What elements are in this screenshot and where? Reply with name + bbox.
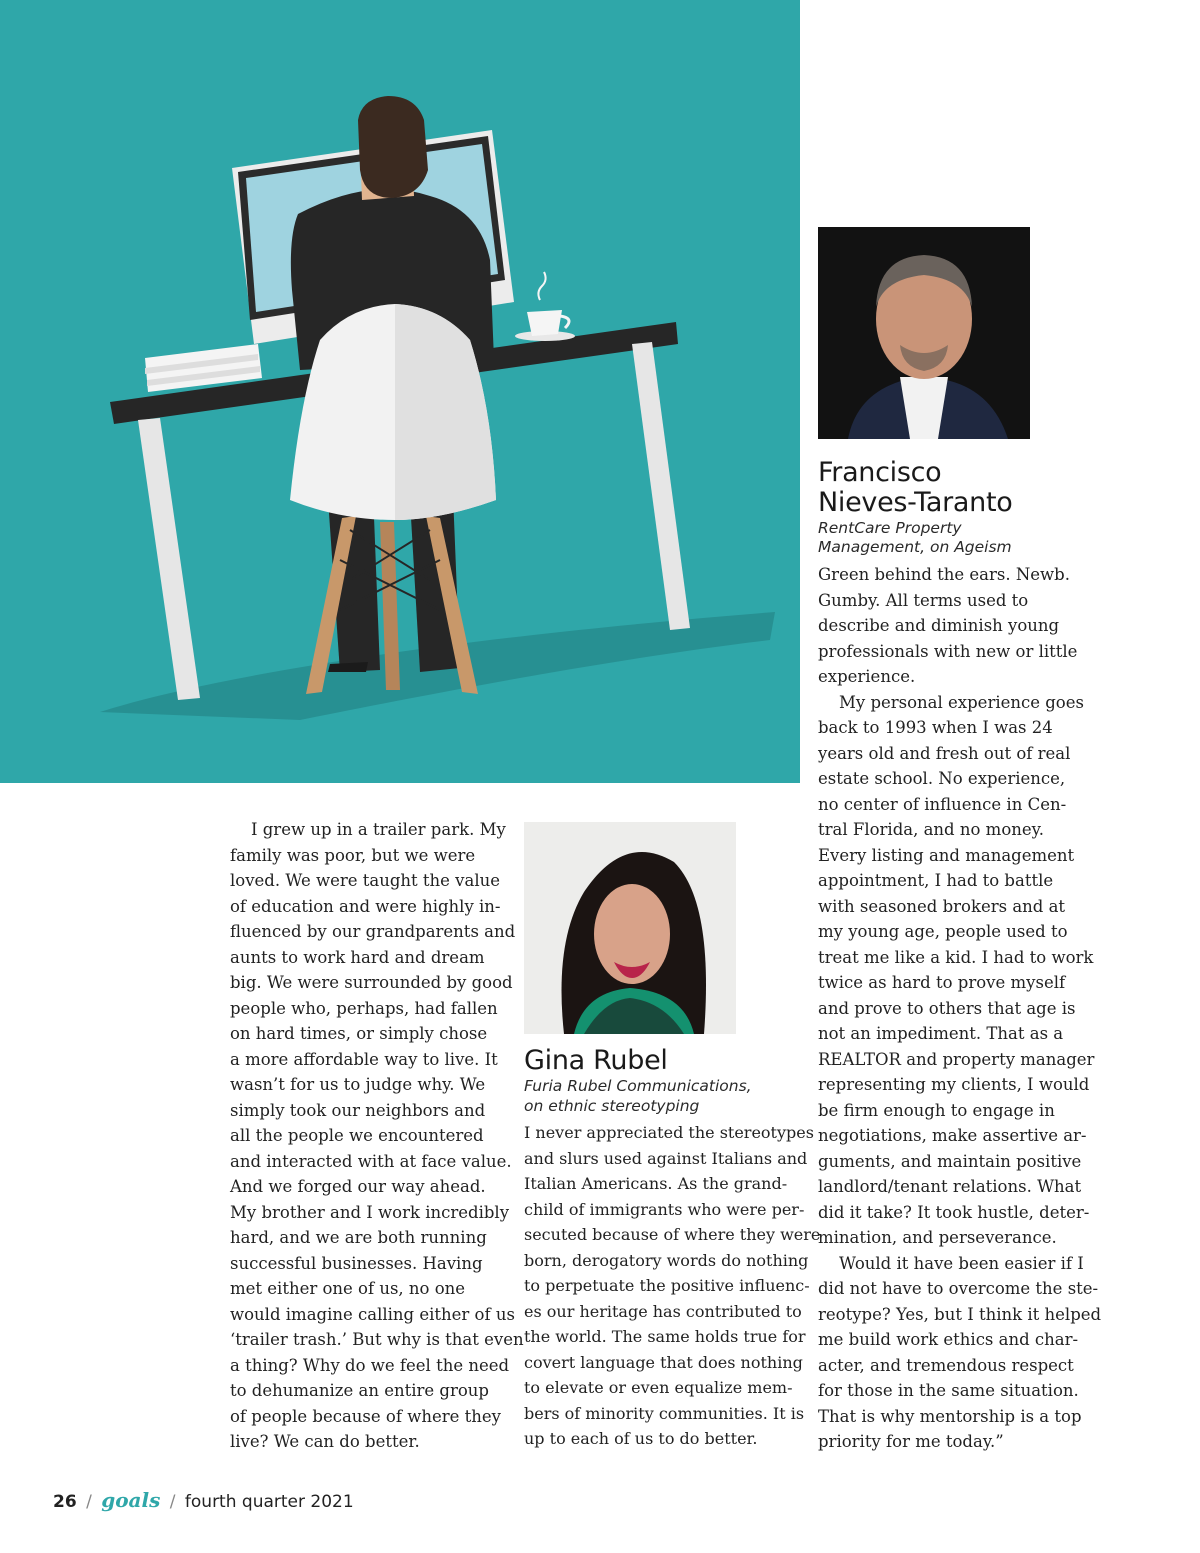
text-line: to elevate or even equalize mem- <box>524 1378 793 1397</box>
text-line: aunts to work hard and dream <box>230 947 485 967</box>
text-line: years old and fresh out of real <box>818 743 1071 763</box>
gina-name: Gina Rubel <box>524 1045 668 1076</box>
text-line: fluenced by our grandparents and <box>230 922 516 941</box>
gina-quote-column <box>524 1120 821 1452</box>
text-line: Italian Americans. As the grand- <box>524 1174 788 1193</box>
text-line: Every listing and management <box>818 845 1075 865</box>
text-line: And we forged our way ahead. <box>230 1177 486 1196</box>
text-line: to perpetuate the positive influenc- <box>524 1276 810 1295</box>
text-line: big. We were surrounded by good <box>230 973 513 992</box>
text-line: representing my clients, I would <box>818 1075 1090 1094</box>
text-line: secuted because of where they were <box>524 1225 821 1244</box>
text-line: guments, and maintain positive <box>818 1151 1082 1171</box>
text-line: and interacted with at face value. <box>230 1151 512 1171</box>
francisco-affiliation-line2: Management, on Ageism <box>818 538 1012 556</box>
text-line: hard, and we are both running <box>230 1228 487 1247</box>
left-story-column <box>230 817 524 1455</box>
chair-icon <box>290 304 496 694</box>
francisco-quote-column <box>818 562 1108 1455</box>
text-line: Gumby. All terms used to <box>818 590 1029 610</box>
text-line: reotype? Yes, but I think it helped <box>818 1304 1102 1324</box>
photo-francisco-nieves-taranto <box>818 227 1030 439</box>
text-line: child of immigrants who were per- <box>524 1199 805 1219</box>
portrait-woman-icon <box>524 822 736 1034</box>
text-line: born, derogatory words do nothing <box>524 1250 809 1270</box>
text-line: loved. We were taught the value <box>230 871 501 890</box>
text-line: family was poor, but we were <box>230 845 476 865</box>
text-line: tral Florida, and no money. <box>818 820 1045 839</box>
text-line: up to each of us to do better. <box>524 1429 758 1448</box>
magazine-brand: goals <box>101 1488 161 1512</box>
text-line: covert language that does nothing <box>524 1352 803 1372</box>
issue-label: fourth quarter 2021 <box>184 1492 354 1512</box>
text-line: met either one of us, no one <box>230 1279 466 1298</box>
text-line: wasn’t for us to judge why. We <box>230 1075 486 1094</box>
text-line: I grew up in a trailer park. My <box>230 820 506 839</box>
text-line: not an impediment. That as a <box>818 1024 1064 1043</box>
text-line: appointment, I had to battle <box>818 871 1054 890</box>
text-line: no center of influence in Cen- <box>818 794 1067 814</box>
text-line: simply took our neighbors and <box>230 1100 486 1120</box>
text-line: landlord/tenant relations. What <box>818 1177 1082 1196</box>
text-line: live? We can do better. <box>230 1432 420 1451</box>
francisco-affiliation-line1: RentCare Property <box>818 519 962 537</box>
text-line: of people because of where they <box>230 1406 501 1426</box>
text-line: estate school. No experience, <box>818 769 1066 788</box>
text-line: me build work ethics and char- <box>818 1330 1079 1349</box>
text-line: to dehumanize an entire group <box>230 1381 489 1400</box>
text-line: treat me like a kid. I had to work <box>818 947 1094 967</box>
text-line: ‘trailer trash.’ But why is that even <box>230 1330 524 1349</box>
text-line: negotiations, make assertive ar- <box>818 1126 1087 1145</box>
francisco-name-line1: Francisco <box>818 457 942 488</box>
text-line: My personal experience goes <box>818 692 1084 712</box>
text-line: REALTOR and property manager <box>818 1049 1095 1069</box>
text-line: did not have to overcome the ste- <box>818 1279 1099 1298</box>
text-line: would imagine calling either of us <box>230 1304 515 1324</box>
text-line: Would it have been easier if I <box>818 1253 1084 1273</box>
text-line: be firm enough to engage in <box>818 1100 1055 1120</box>
francisco-name-line2: Nieves-Taranto <box>818 487 1013 518</box>
footer-separator-2: / <box>169 1492 176 1512</box>
text-line: and prove to others that age is <box>818 998 1076 1018</box>
text-line: of education and were highly in- <box>230 896 501 916</box>
office-desk-illustration <box>0 0 800 783</box>
coffee-cup-icon <box>515 272 575 341</box>
footer-separator-1: / <box>86 1492 92 1512</box>
text-line: priority for me today.” <box>818 1432 1004 1451</box>
text-line: back to 1993 when I was 24 <box>818 718 1053 737</box>
page-footer <box>53 1488 354 1512</box>
text-line: a thing? Why do we feel the need <box>230 1355 510 1375</box>
text-line: a more affordable way to live. It <box>230 1049 498 1069</box>
text-line: experience. <box>818 667 916 686</box>
text-line: Green behind the ears. Newb. <box>818 565 1070 584</box>
text-line: did it take? It took hustle, deter- <box>818 1202 1090 1222</box>
text-line: mination, and perseverance. <box>818 1228 1057 1247</box>
text-line: on hard times, or simply chose <box>230 1024 488 1043</box>
text-line: and slurs used against Italians and <box>524 1148 808 1168</box>
text-line: people who, perhaps, had fallen <box>230 998 498 1018</box>
text-line: My brother and I work incredibly <box>230 1202 510 1222</box>
gina-affiliation-line1: Furia Rubel Communications, <box>524 1077 752 1095</box>
text-line: acter, and tremendous respect <box>818 1355 1074 1375</box>
page-number: 26 <box>53 1492 77 1512</box>
text-line: es our heritage has contributed to <box>524 1301 802 1321</box>
text-line: successful businesses. Having <box>230 1253 483 1273</box>
text-line: for those in the same situation. <box>818 1381 1079 1400</box>
hero-illustration <box>0 0 800 783</box>
text-line: all the people we encountered <box>230 1126 484 1145</box>
photo-gina-rubel <box>524 822 736 1034</box>
text-line: bers of minority communities. It is <box>524 1403 805 1423</box>
text-line: my young age, people used to <box>818 922 1068 941</box>
text-line: with seasoned brokers and at <box>818 896 1066 916</box>
portrait-man-icon <box>818 227 1030 439</box>
text-line: twice as hard to prove myself <box>818 973 1066 992</box>
gina-affiliation-line2: on ethnic stereotyping <box>524 1097 700 1115</box>
text-line: describe and diminish young <box>818 616 1060 635</box>
text-line: That is why mentorship is a top <box>818 1406 1082 1426</box>
text-line: the world. The same holds true for <box>524 1327 806 1346</box>
text-line: I never appreciated the stereotypes <box>524 1123 814 1142</box>
text-line: professionals with new or little <box>818 641 1078 661</box>
